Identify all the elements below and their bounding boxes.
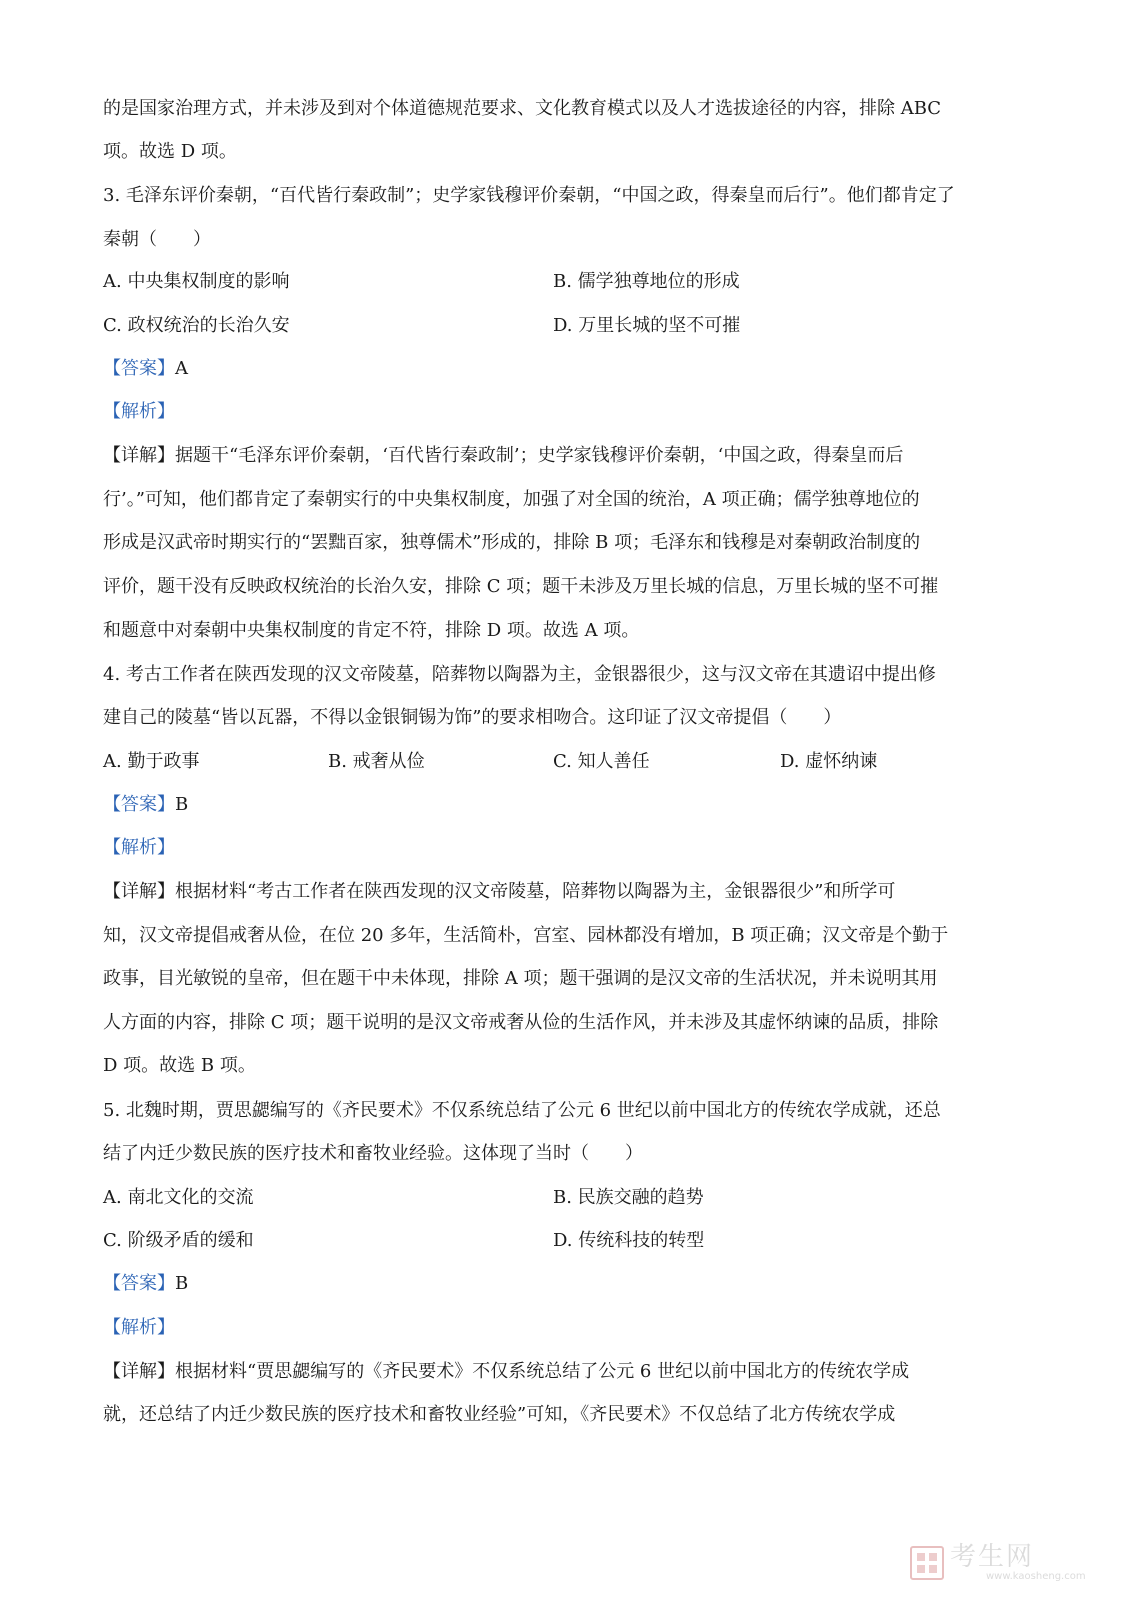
detail-tag: 【详解】 bbox=[103, 881, 175, 902]
answer-tag: 【答案】 bbox=[103, 358, 175, 379]
q3-detail-line: 行’。”可知，他们都肯定了秦朝实行的中央集权制度，加强了对全国的统治，A 项正确；儒学独尊地位的 bbox=[103, 489, 920, 510]
q4-detail-line: 知，汉文帝提倡戒奢从俭，在位 20 多年，生活简朴，宫室、园林都没有增加，B 项正确；汉文帝是个勤于 bbox=[103, 925, 949, 946]
q3-detail-line: 评价，题干没有反映政权统治的长治久安，排除 C 项；题干未涉及万里长城的信息，万里长城的坚不可摧 bbox=[103, 576, 939, 597]
q3-stem: 3. 毛泽东评价秦朝，“百代皆行秦政制”；史学家钱穆评价秦朝，“中国之政，得秦皇而后行”。他们都肯定了 bbox=[103, 185, 955, 206]
q3-detail-line bbox=[103, 444, 1033, 468]
q5-option-c: C. 阶级矛盾的缓和 bbox=[103, 1230, 254, 1251]
detail-tag: 【详解】 bbox=[103, 445, 175, 466]
kaosheng-logo-icon bbox=[910, 1546, 944, 1580]
analysis-tag: 【解析】 bbox=[103, 1317, 175, 1338]
q4-option-a: A. 勤于政事 bbox=[103, 751, 200, 772]
q5-analysis-heading bbox=[103, 1316, 1033, 1340]
watermark-name: 考生网 bbox=[950, 1542, 1035, 1572]
watermark bbox=[910, 1540, 1100, 1586]
q4-answer bbox=[103, 793, 1033, 817]
q4-detail-line: D 项。故选 B 项。 bbox=[103, 1055, 256, 1076]
detail-text: 根据材料“贾思勰编写的《齐民要术》不仅系统总结了公元 6 世纪以前中国北方的传统农学成 bbox=[175, 1361, 910, 1382]
q3-option-b: B. 儒学独尊地位的形成 bbox=[553, 271, 740, 292]
q3-option-a: A. 中央集权制度的影响 bbox=[103, 271, 290, 292]
answer-value: A bbox=[175, 358, 188, 379]
q4-stem: 建自己的陵墓“皆以瓦器，不得以金银铜锡为饰”的要求相吻合。这印证了汉文帝提倡（ ） bbox=[103, 707, 842, 728]
answer-tag: 【答案】 bbox=[103, 1273, 175, 1294]
q4-option-d: D. 虚怀纳谏 bbox=[780, 751, 878, 772]
intro-line: 的是国家治理方式，并未涉及到对个体道德规范要求、文化教育模式以及人才选拔途径的内容，排除 ABC bbox=[103, 98, 942, 119]
q5-option-a: A. 南北文化的交流 bbox=[103, 1187, 254, 1208]
q5-answer bbox=[103, 1272, 1033, 1296]
q5-option-b: B. 民族交融的趋势 bbox=[553, 1187, 704, 1208]
q4-option-c: C. 知人善任 bbox=[553, 751, 650, 772]
q3-option-c: C. 政权统治的长治久安 bbox=[103, 315, 290, 336]
q5-option-d: D. 传统科技的转型 bbox=[553, 1230, 705, 1251]
analysis-tag: 【解析】 bbox=[103, 401, 175, 422]
q3-stem: 秦朝（ ） bbox=[103, 229, 211, 250]
analysis-tag: 【解析】 bbox=[103, 837, 175, 858]
detail-tag: 【详解】 bbox=[103, 1361, 175, 1382]
q5-stem: 5. 北魏时期，贾思勰编写的《齐民要术》不仅系统总结了公元 6 世纪以前中国北方的传统农学成就，还总 bbox=[103, 1100, 941, 1121]
intro-line: 项。故选 D 项。 bbox=[103, 141, 237, 162]
answer-value: B bbox=[175, 1273, 189, 1294]
q4-stem: 4. 考古工作者在陕西发现的汉文帝陵墓，陪葬物以陶器为主，金银器很少，这与汉文帝在其遗诏中提出修 bbox=[103, 664, 936, 685]
detail-text: 据题干“毛泽东评价秦朝，‘百代皆行秦政制’；史学家钱穆评价秦朝，‘中国之政，得秦皇而后 bbox=[175, 445, 904, 466]
answer-tag: 【答案】 bbox=[103, 794, 175, 815]
q5-detail-line bbox=[103, 1360, 1033, 1384]
q4-detail-line: 人方面的内容，排除 C 项；题干说明的是汉文帝戒奢从俭的生活作风，并未涉及其虚怀纳谏的品质，排除 bbox=[103, 1012, 939, 1033]
detail-text: 根据材料“考古工作者在陕西发现的汉文帝陵墓，陪葬物以陶器为主，金银器很少”和所学可 bbox=[175, 881, 896, 902]
q4-detail-line: 政事，目光敏锐的皇帝，但在题干中未体现，排除 A 项；题干强调的是汉文帝的生活状况，并未说明其用 bbox=[103, 968, 938, 989]
q3-answer bbox=[103, 357, 1033, 381]
q3-analysis-heading bbox=[103, 400, 1033, 424]
q5-stem: 结了内迁少数民族的医疗技术和畜牧业经验。这体现了当时（ ） bbox=[103, 1143, 643, 1164]
q4-option-b: B. 戒奢从俭 bbox=[328, 751, 425, 772]
q3-detail-line: 和题意中对秦朝中央集权制度的肯定不符，排除 D 项。故选 A 项。 bbox=[103, 620, 640, 641]
q4-analysis-heading bbox=[103, 836, 1033, 860]
q3-option-d: D. 万里长城的坚不可摧 bbox=[553, 315, 741, 336]
q3-detail-line: 形成是汉武帝时期实行的“罢黜百家，独尊儒术”形成的，排除 B 项；毛泽东和钱穆是对秦朝政治制度的 bbox=[103, 532, 921, 553]
answer-value: B bbox=[175, 794, 189, 815]
watermark-url: www.kaosheng.com bbox=[986, 1571, 1086, 1582]
q4-detail-line bbox=[103, 880, 1033, 904]
q5-detail-line: 就，还总结了内迁少数民族的医疗技术和畜牧业经验”可知，《齐民要术》不仅总结了北方传统农学成 bbox=[103, 1404, 896, 1425]
